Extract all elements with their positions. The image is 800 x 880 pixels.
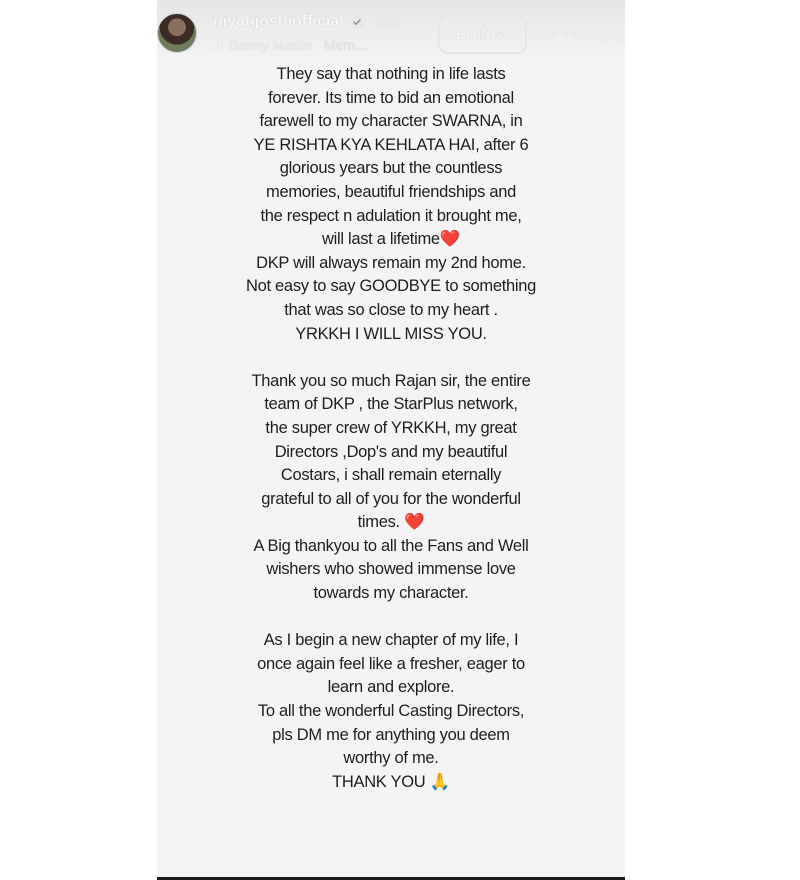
text-line: the super crew of YRKKH, my great	[265, 418, 517, 437]
post-timestamp: 14h	[373, 13, 401, 30]
text-line: forever. Its time to bid an emotional	[268, 88, 514, 107]
music-attribution[interactable]	[213, 37, 383, 53]
chevron-right-icon: ›	[378, 37, 384, 53]
music-bars-icon	[213, 39, 223, 51]
paragraph-gap	[167, 346, 615, 370]
paragraph-gap	[167, 606, 615, 630]
text-line: the respect n adulation it brought me,	[260, 206, 522, 225]
text-line: DKP will always remain my 2nd home.	[256, 253, 526, 272]
verified-badge-icon	[350, 15, 364, 29]
text-line: memories, beautiful friendships and	[266, 182, 516, 201]
text-line: once again feel like a fresher, eager to	[257, 654, 525, 673]
text-line: worthy of me.	[343, 749, 439, 768]
music-artist: Benny Martin	[229, 37, 312, 53]
more-icon[interactable]	[552, 22, 578, 46]
text-line: times. ❤️	[357, 513, 425, 532]
text-line: towards my character.	[313, 584, 469, 603]
text-line: Thank you so much Rajan sir, the entire	[251, 371, 531, 390]
text-line: learn and explore.	[327, 678, 455, 697]
text-line: Costars, i shall remain eternally	[280, 466, 502, 485]
avatar[interactable]	[157, 13, 197, 53]
close-icon[interactable]	[600, 20, 625, 46]
username-link[interactable]: niyatijoshiofficial	[213, 13, 344, 30]
username-row	[213, 13, 400, 31]
text-line: Not easy to say GOODBYE to something	[246, 277, 536, 296]
music-subtitle: · Mem...	[315, 37, 367, 53]
text-line: will last a lifetime❤️	[321, 230, 461, 249]
text-line: To all the wonderful Casting Directors,	[257, 702, 525, 721]
text-line: THANK YOU 🙏	[332, 772, 450, 791]
text-line: As I begin a new chapter of my life, I	[263, 631, 519, 650]
text-line: that was so close to my heart .	[284, 300, 498, 319]
text-line: grateful to all of you for the wonderful	[261, 489, 521, 508]
follow-button[interactable]: Follow	[438, 14, 527, 54]
text-line: A Big thankyou to all the Fans and Well	[253, 536, 529, 555]
text-line: farewell to my character SWARNA, in	[259, 112, 523, 131]
story-text	[167, 63, 615, 794]
text-line: wishers who showed immense love	[266, 560, 516, 579]
text-line: pls DM me for anything you deem	[272, 725, 510, 744]
text-line: YE RISHTA KYA KEHLATA HAI, after 6	[253, 135, 529, 154]
text-line: team of DKP , the StarPlus network,	[264, 395, 518, 414]
text-line: They say that nothing in life lasts	[276, 65, 506, 83]
story-header	[157, 0, 625, 62]
text-line: Directors ,Dop's and my beautiful	[274, 442, 508, 461]
text-line: YRKKH I WILL MISS YOU.	[295, 324, 487, 343]
story-viewer[interactable]	[157, 0, 625, 880]
text-line: glorious years but the countless	[279, 159, 503, 178]
